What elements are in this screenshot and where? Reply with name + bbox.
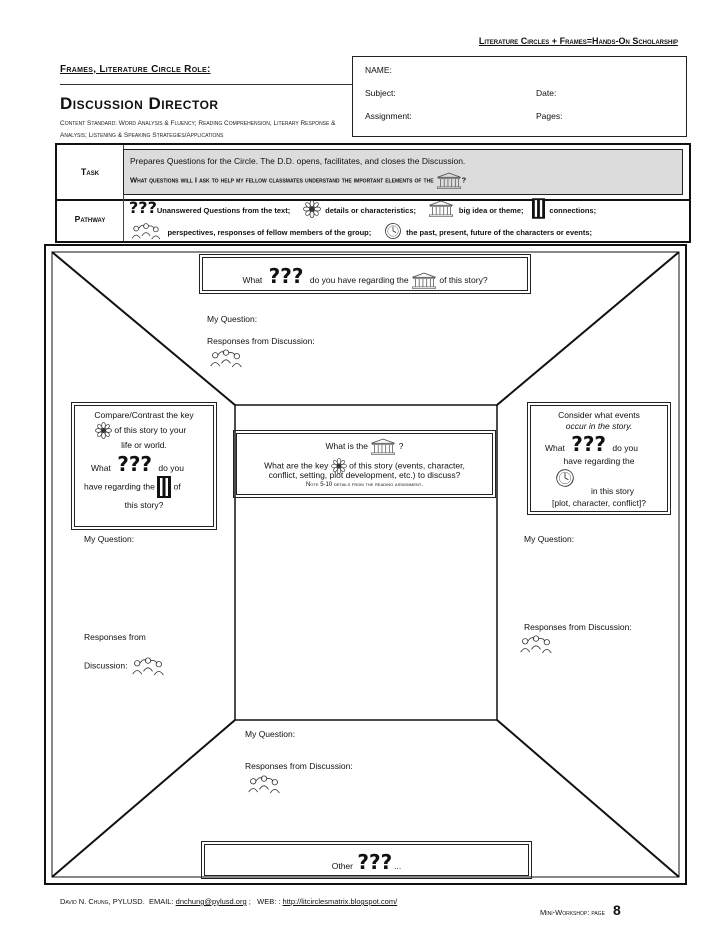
right-have: have regarding the: [563, 456, 635, 466]
left-this-story: this story?: [124, 500, 164, 510]
bottom-prompt-box: [204, 844, 529, 876]
time-clock-icon: [555, 468, 575, 488]
left-discussion: Discussion:: [84, 660, 128, 671]
center-line-2: conflict, setting, plot development, etc.) to discuss?: [268, 470, 461, 480]
right-prompt-box: [530, 405, 668, 512]
top-my-question: My Question:: [207, 314, 258, 324]
right-my-question: My Question:: [524, 534, 575, 544]
center-line-1a: What are the key: [264, 460, 329, 471]
footer-web-link[interactable]: http://litcirclesmatrix.blogspot.com/: [282, 897, 398, 906]
left-have: have regarding the: [84, 481, 155, 492]
right-what: What: [545, 443, 565, 453]
top-responses: Responses from Discussion:: [207, 336, 315, 346]
question-marks-icon: ???: [268, 264, 304, 288]
footer-page-number: 8: [613, 902, 621, 918]
left-responses: Responses from: [84, 632, 146, 642]
footer-email-label: EMAIL:: [148, 897, 174, 906]
right-line-2: occur in the story.: [565, 421, 633, 431]
perspectives-people-icon: [246, 774, 282, 794]
left-what: What: [91, 463, 111, 473]
connections-pillars-icon: [157, 476, 171, 498]
footer-page: [540, 902, 621, 918]
top-prompt-text: do you have regarding the: [309, 275, 409, 285]
center-prompt-box: [236, 433, 493, 495]
frames-label: Frames, Literature Circle Role:: [60, 64, 211, 75]
center-line-1b: of this story (events, character,: [349, 460, 465, 471]
left-my-question: My Question:: [84, 534, 135, 544]
details-flower-icon: [95, 422, 112, 439]
task-question: What questions will I ask to help my fellow classmates understand the important elements of the: [130, 175, 434, 185]
center-q-end: ?: [398, 440, 404, 451]
bottom-responses: Responses from Discussion:: [245, 761, 353, 771]
big-idea-temple-icon: [370, 438, 396, 455]
bottom-other: Other: [331, 861, 353, 871]
footer-semicolon: ;: [248, 897, 251, 906]
task-label: Task: [57, 145, 124, 199]
subject-label: Subject:: [365, 88, 396, 98]
assignment-label: Assignment:: [365, 111, 412, 121]
pathway-item-past-present-future: the past, present, future of the characters or events;: [406, 228, 593, 238]
perspectives-people-icon: [130, 656, 166, 676]
pathway-label: Pathway: [57, 197, 124, 241]
content-standard: Content Standard: Word Analysis & Fluency; Reading Comprehension, Literary Response & Analysis; Listening & Speaking Strategies/Applications: [60, 120, 336, 139]
series-title: Literature Circles + Frames=Hands-On Scholarship: [478, 36, 678, 46]
top-what: What: [242, 275, 263, 285]
question-marks-icon: ???: [129, 198, 157, 217]
date-label: Date:: [536, 88, 557, 98]
left-prompt-box: [74, 405, 214, 527]
left-line-2: of this story to your: [114, 424, 187, 435]
right-line-1: Consider what events: [558, 410, 640, 420]
right-do-you: do you: [612, 443, 638, 453]
pathway-item-big-idea: big idea or theme;: [458, 206, 524, 215]
bottom-my-question: My Question:: [245, 729, 296, 739]
footer-mini-workshop: Mini-Workshop: page: [540, 908, 605, 917]
footer-email-link[interactable]: dnchung@pylusd.org: [175, 897, 247, 906]
center-note: Note 5-10 details from the reading assignment.: [305, 482, 424, 488]
footer-author: David N. Chung, PYLUSD.: [60, 897, 145, 906]
center-what-is: What is the: [325, 440, 369, 451]
name-label: NAME:: [365, 65, 392, 75]
left-line-3: life or world.: [121, 440, 167, 450]
question-marks-icon: ???: [571, 432, 607, 456]
left-do-you: do you: [158, 463, 184, 473]
bottom-ellipsis: ...: [394, 861, 402, 871]
question-marks-icon: ???: [117, 452, 153, 476]
role-title: Discussion Director: [60, 94, 219, 113]
question-marks-icon: ???: [357, 850, 393, 874]
top-prompt-end: of this story?: [439, 275, 488, 285]
pathway-item-details: details or characteristics;: [325, 206, 416, 215]
right-bracket: [plot, character, conflict]?: [551, 498, 647, 508]
perspectives-people-icon: [208, 348, 244, 368]
big-idea-temple-icon: [411, 272, 437, 289]
left-line-1: Compare/Contrast the key: [94, 410, 194, 420]
pathway-item-connections: connections;: [549, 206, 597, 215]
right-responses: Responses from Discussion:: [524, 622, 632, 632]
top-prompt-box: [202, 257, 528, 291]
pages-label: Pages:: [536, 111, 563, 121]
task-line-1: Prepares Questions for the Circle. The D.D. opens, facilitates, and closes the Discussion.: [130, 156, 466, 166]
right-in-story: in this story: [591, 486, 634, 496]
task-question-end: ?: [461, 175, 467, 185]
footer-web-label: WEB: :: [257, 897, 281, 906]
pathway-item-perspectives: perspectives, responses of fellow members of the group;: [167, 228, 372, 238]
footer-credits: [60, 897, 397, 906]
pathway-item-unanswered: Unanswered Questions from the text;: [156, 206, 291, 215]
perspectives-people-icon: [518, 634, 554, 654]
left-of: of: [173, 481, 181, 492]
